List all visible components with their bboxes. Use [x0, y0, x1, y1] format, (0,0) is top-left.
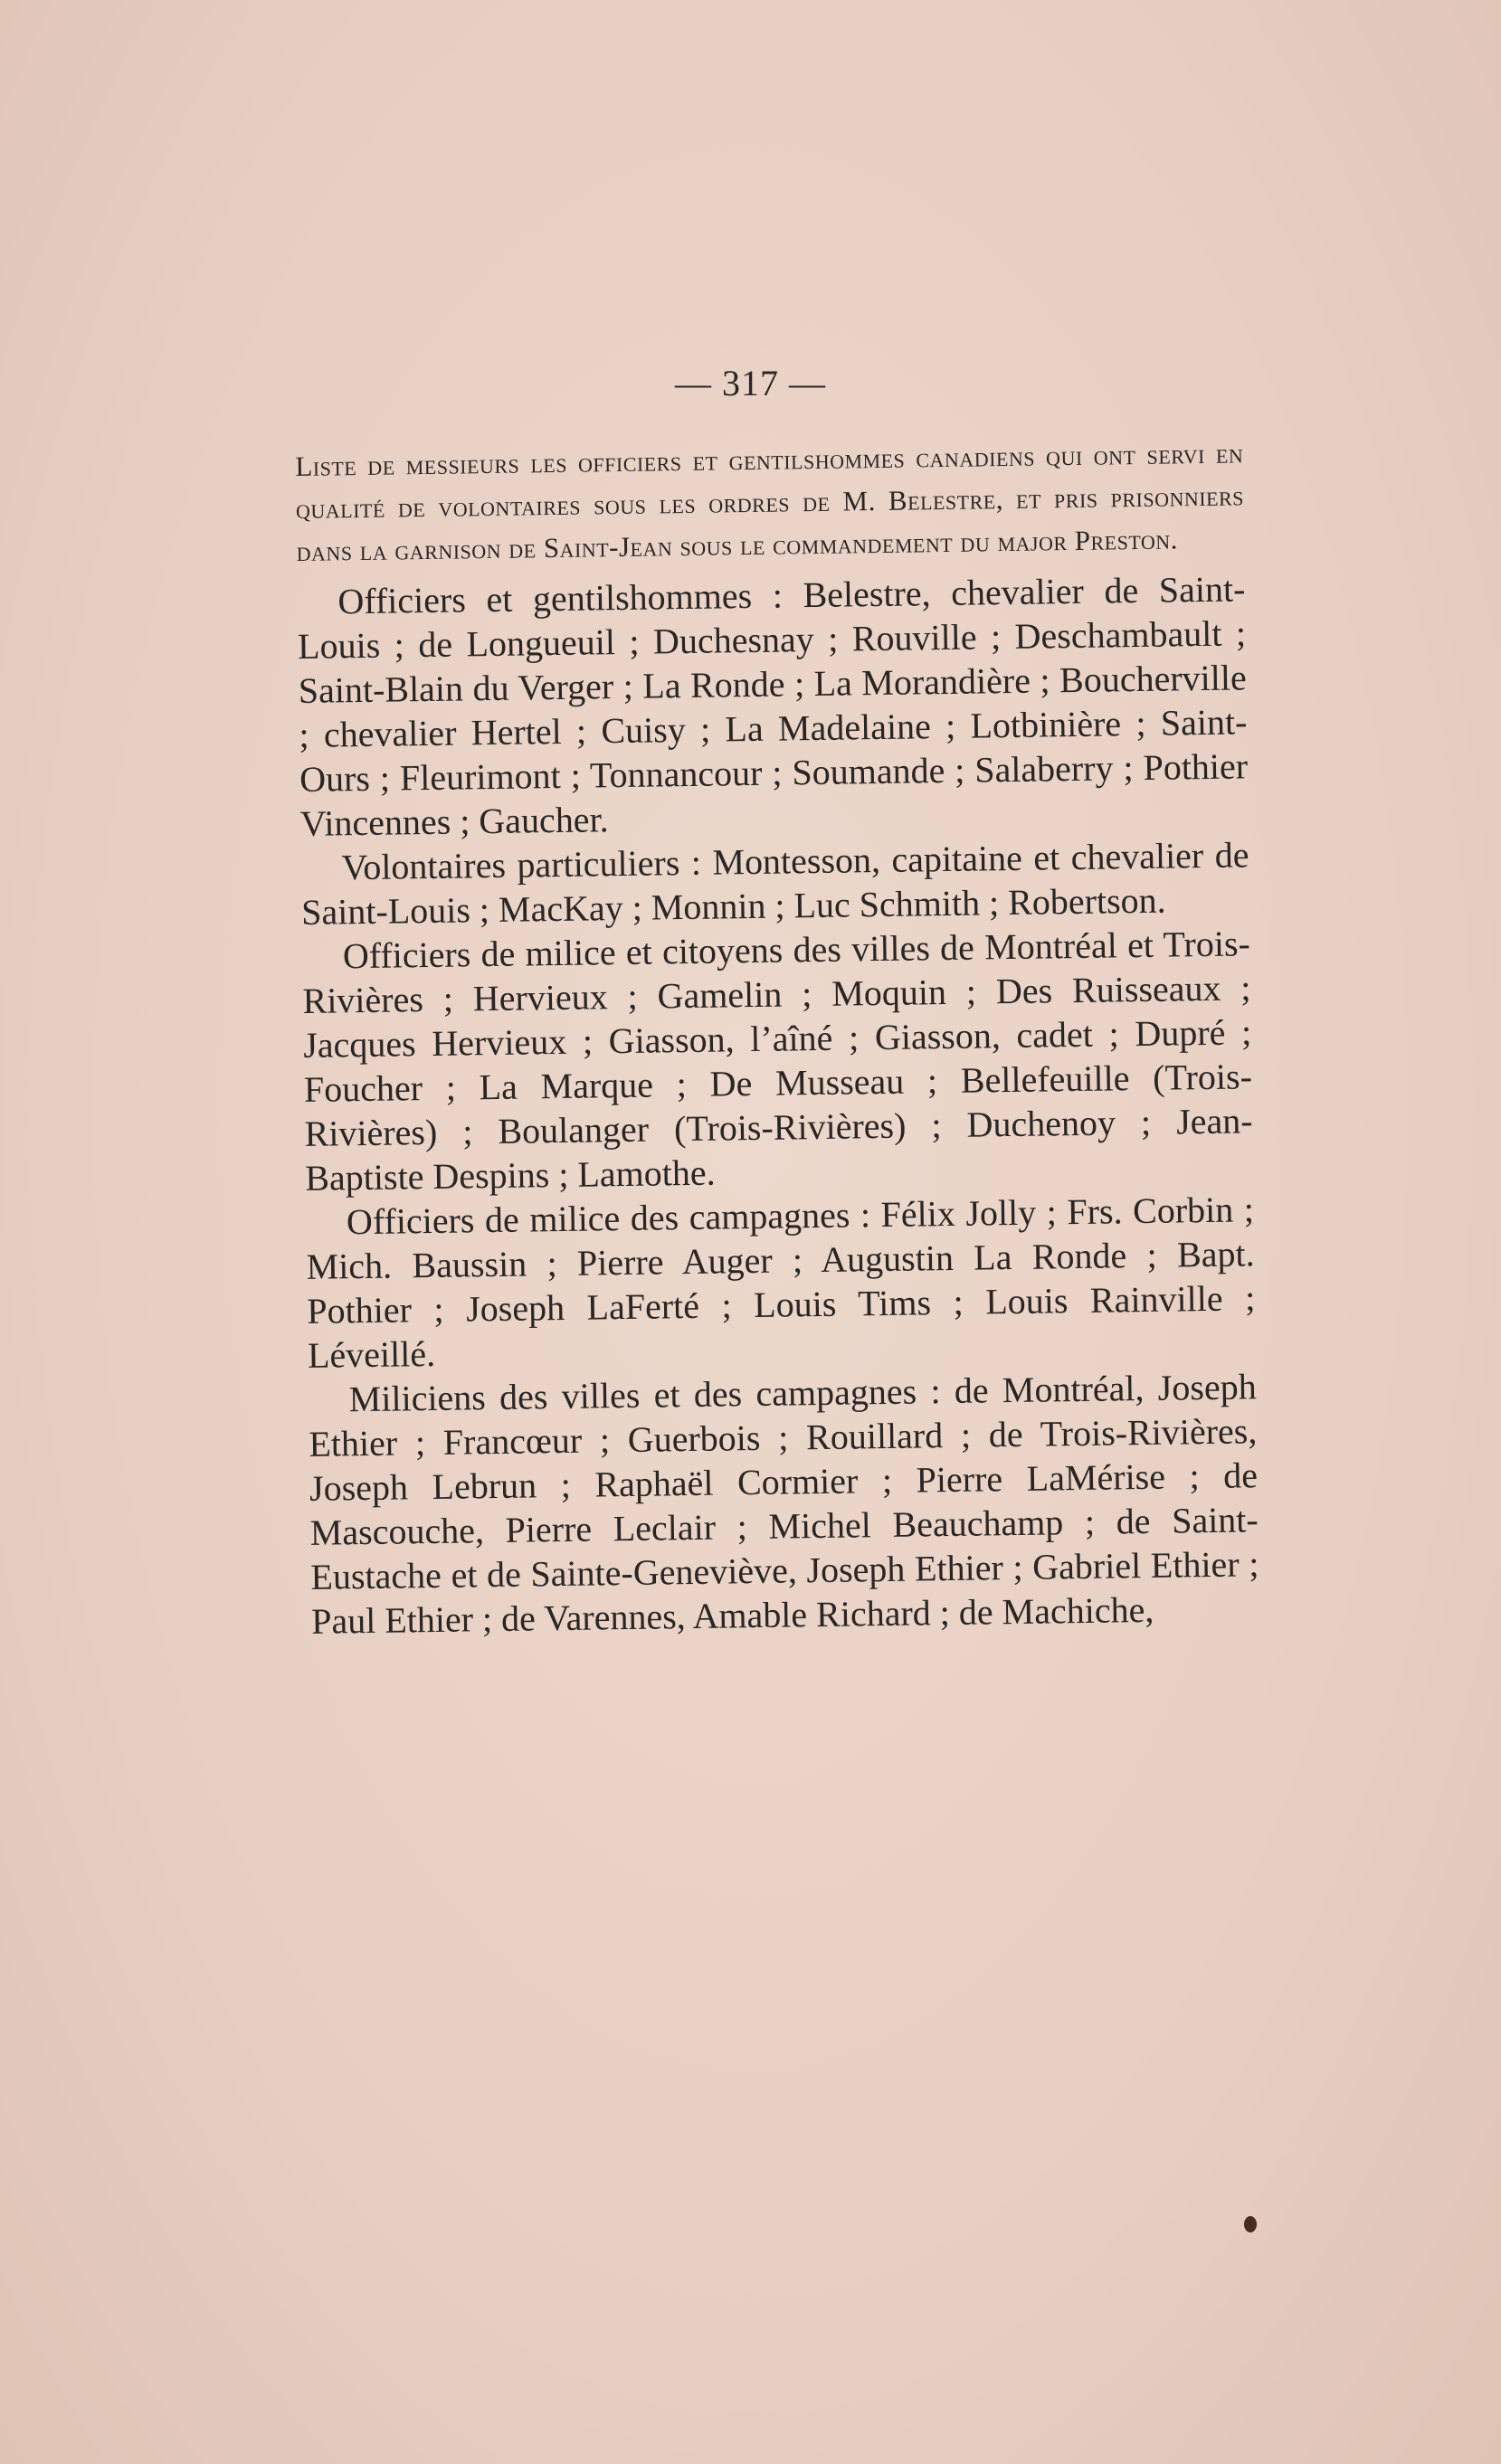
ink-speck: [1244, 2216, 1257, 2232]
list-heading: Liste de messieurs les officiers et gentilshommes canadiens qui ont servi en qualité de volontaires sous les ordres de M. Belestre, et pris prisonniers dans la garnison de Saint-Jean sous le commandement du major Preston.: [295, 437, 1245, 567]
text-block: [295, 431, 1259, 1644]
paragraph-officiers-gentilshommes: Officiers et gentilshommes : Belestre, chevalier de Saint-Louis ; de Longueuil ; Duchesnay ; Rouville ; Deschambault ; Saint-Blain du Verger ; La Ronde ; La Morandière ; Boucherville ; chevalier Hertel ; Cuisy ; La Madelaine ; Lotbinière ; Saint-Ours ; Fleurimont ; Tonnancour ; Soumande ; Salaberry ; Pothier Vincennes ; Gaucher.: [297, 568, 1249, 844]
page-number: — 317 —: [675, 363, 826, 403]
paragraph-volontaires: Volontaires particuliers : Montesson, capitaine et chevalier de Saint-Louis ; MacKay ; Monnin ; Luc Schmith ; Robertson.: [300, 834, 1249, 933]
paragraph-officiers-milice-campagnes: Officiers de milice des campagnes : Félix Jolly ; Frs. Corbin ; Mich. Baussin ; Pierre Auger ; Augustin La Ronde ; Bapt. Pothier ; Joseph LaFerté ; Louis Tims ; Louis Rainville ; Léveillé.: [306, 1189, 1256, 1376]
paragraph-officiers-milice-villes: Officiers de milice et citoyens des villes de Montréal et Trois-Rivières ; Hervieux ; Gamelin ; Moquin ; Des Ruisseaux ; Jacques Hervieux ; Giasson, l’aîné ; Giasson, cadet ; Dupré ; Foucher ; La Marque ; De Musseau ; Bellefeuille (Trois-Rivières) ; Boulanger (Trois-Rivières) ; Duchenoy ; Jean-Baptiste Despins ; Lamothe.: [302, 923, 1253, 1199]
paragraph-miliciens: Miliciens des villes et des campagnes : de Montréal, Joseph Ethier ; Francœur ; Guerbois ; Rouillard ; de Trois-Rivières, Joseph Lebrun ; Raphaël Cormier ; Pierre LaMérise ; de Mascouche, Pierre Leclair ; Michel Beauchamp ; de Saint-Eustache et de Sainte-Geneviève, Joseph Ethier ; Gabriel Ethier ; Paul Ethier ; de Varennes, Amable Richard ; de Machiche,: [309, 1366, 1259, 1642]
